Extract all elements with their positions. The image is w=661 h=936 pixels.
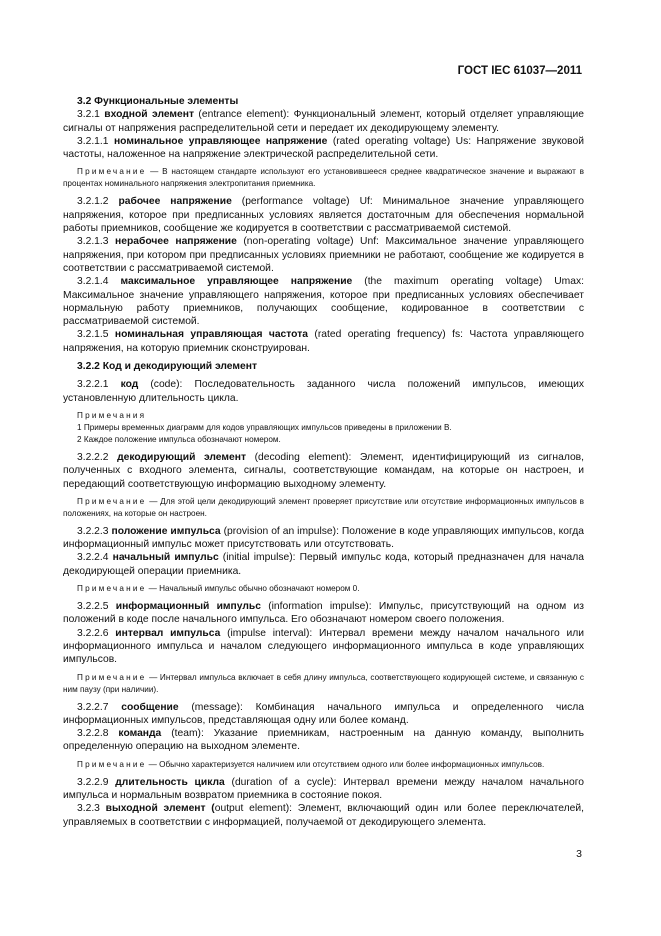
defined-term: номинальное управляющее напряжение (113, 135, 328, 147)
note-item: 2 Каждое положение импульса обозначают номером. (77, 434, 281, 444)
defined-term: максимальное управляющее напряжение (120, 276, 353, 288)
clause-number: 3.2.1 (77, 109, 100, 121)
note-text: — Интервал импульса включает в себя длину импульса, соответствующего кодирующей системе, и связанную с ним паузу (при наличии). (63, 672, 584, 694)
clause-number: 3.2.1.5 (77, 329, 109, 341)
defined-term: выходной элемент ( (105, 803, 215, 815)
defined-term: декодирующий элемент (117, 451, 247, 463)
clause-number: 3.2.2.8 (77, 728, 109, 740)
definition-paragraph (63, 378, 584, 405)
clause-number: 3.2.1.2 (77, 196, 109, 208)
clause-number: 3.2.2.2 (77, 451, 109, 463)
clause-number: 3.2.1.1 (77, 135, 109, 147)
definition-paragraph (63, 275, 584, 328)
clause-number: 3.2.3 (77, 803, 100, 815)
note (63, 496, 584, 520)
definition-paragraph (63, 701, 584, 728)
definition-paragraph (63, 802, 584, 829)
note-label: Примечание (77, 496, 147, 506)
page-number: 3 (576, 848, 582, 860)
defined-term: входной элемент (104, 109, 195, 121)
definition-text: (information impulse): Импульс, присутствующий на одном из положений в коде после начального импульса. Его обозначают номером своего положения. (63, 601, 584, 626)
note-label: Примечание (77, 167, 147, 177)
note-text: — Обычно характеризуется наличием или отсутствием одного или более информационных импульсов. (146, 759, 545, 769)
note-label: Примечание (77, 672, 147, 682)
defined-term: интервал импульса (115, 627, 221, 639)
note-item: 1 Примеры временных диаграмм для кодов управляющих импульсов приведены в приложении В. (77, 422, 452, 432)
note (63, 672, 584, 696)
section-heading: 3.2.2 Код и декодирующий элемент (77, 361, 258, 373)
note-label: Примечание (77, 759, 147, 769)
definition-text: (entrance element): Функциональный элемент, который отделяет управляющие сигналы от напряжения распределительной сети и передает их декодирующему элементу. (63, 109, 584, 134)
definition-text: (performance voltage) Uf: Минимальное значение управляющего напряжения, которое при предписанных условиях является достаточным для обеспечения нормальной работы приемников, сообщение же кодируется в соответствии с рассматриваемой системой. (63, 196, 584, 235)
note (63, 759, 584, 771)
document-header: ГОСТ IEC 61037—2011 (457, 65, 582, 77)
clause-number: 3.2.2.4 (77, 552, 109, 564)
definition-text: (non-operating voltage) Unf: Максимальное значение управляющего напряжения, при котором при предписанных условиях приемники не работают, сообщение же кодируется в соответствии с рассматриваемой системой. (63, 236, 584, 274)
definition-paragraph (63, 525, 584, 552)
defined-term: рабочее напряжение (118, 196, 232, 208)
note-text: — В настоящем стандарте используют его установившееся среднее квадратическое значение и выражают в процентах номинального напряжения электропитания приемника. (63, 167, 584, 189)
defined-term: информационный импульс (115, 601, 261, 613)
definition-paragraph (63, 451, 584, 491)
clause-number: 3.2.1.4 (77, 276, 109, 288)
definition-text: (decoding element): Элемент, идентифицирующий из сигналов, полученных с входного элемента, сигналы, соответствующие командам, на которые он настроен, и передающий соответствующую информацию выходному элементу. (63, 451, 584, 490)
defined-term: номинальная управляющая частота (114, 329, 308, 341)
definition-text: (duration of a cycle): Интервал времени между началом начального импульса и нормальным возвратом приемника в состояние покоя. (63, 776, 584, 801)
definition-text: (provision of an impulse): Положение в коде управляющих импульсов, когда информационный импульс может присутствовать или отсутствовать. (63, 525, 584, 551)
clause-number: 3.2.2.5 (77, 601, 109, 613)
note-label: Примечание (77, 584, 147, 594)
definition-text: output element): Элемент, включающий один или более переключателей, управляемых в соответствии с информацией, получаемой от декодирующего элемента. (63, 803, 584, 828)
note-label: Примечания (77, 410, 147, 420)
definition-paragraph (63, 600, 584, 627)
definition-paragraph (63, 135, 584, 162)
defined-term: положение импульса (111, 525, 221, 537)
definition-text: (rated operating frequency) fs: Частота управляющего напряжения, на которую приемник сконструирован. (63, 329, 584, 354)
defined-term: длительность цикла (115, 776, 225, 788)
clause-number: 3.2.1.3 (77, 236, 109, 248)
clause-number: 3.2.2.9 (77, 776, 109, 788)
definition-text: (rated operating voltage) Us: Напряжение звуковой частоты, наложенное на напряжение электрической распределительной сети. (63, 135, 584, 161)
notes-heading (63, 410, 584, 422)
definition-text: (initial impulse): Первый импульс кода, который предназначен для начала декодирующей операции приемника. (63, 552, 584, 577)
definition-paragraph (63, 727, 584, 754)
note (63, 583, 584, 595)
defined-term: сообщение (121, 701, 179, 713)
definition-paragraph (63, 195, 584, 235)
defined-term: начальный импульс (112, 552, 219, 564)
definition-text: (code): Последовательность заданного числа положений импульсов, имеющих установленную длительность цикла. (63, 379, 584, 404)
clause-number: 3.2.2.1 (77, 379, 109, 391)
definition-paragraph (63, 627, 584, 667)
definition-paragraph (63, 776, 584, 803)
section-heading: 3.2 Функциональные элементы (77, 96, 239, 107)
definition-text: (message): Комбинация начального импульса и определенного числа информационных импульсов, представляющая одну или более команд. (63, 701, 584, 726)
defined-term: код (120, 379, 139, 391)
defined-term: команда (118, 728, 162, 740)
note (63, 166, 584, 190)
defined-term: нерабочее напряжение (115, 236, 237, 248)
definition-text: (impulse interval): Интервал времени между началом начального или информационного импульса и началом следующего информационного импульса в коде управляющих импульсов. (63, 627, 584, 666)
clause-number: 3.2.2.3 (77, 525, 109, 537)
definition-paragraph (63, 551, 584, 578)
definition-paragraph (63, 235, 584, 275)
definition-paragraph (63, 108, 584, 135)
note-text: — Для этой цели декодирующий элемент проверяет присутствие или отсутствие информационных импульсов в положениях, на которые он настроен. (63, 496, 584, 518)
note-text: — Начальный импульс обычно обозначают номером 0. (146, 584, 360, 594)
clause-number: 3.2.2.7 (77, 701, 109, 713)
document-body (63, 95, 584, 829)
definition-text: (team): Указание приемникам, настроенным на данную команду, выполнить определенную операцию на выходном элементе. (63, 728, 584, 753)
definition-text: (the maximum operating voltage) Umax: Максимальное значение управляющего напряжения, которое при предписанных условиях обеспечивает нормальную работу приемников, получающих сообщение, кодированное в соответствии с рассматриваемой системой. (63, 276, 584, 328)
clause-number: 3.2.2.6 (77, 627, 109, 639)
definition-paragraph (63, 328, 584, 355)
